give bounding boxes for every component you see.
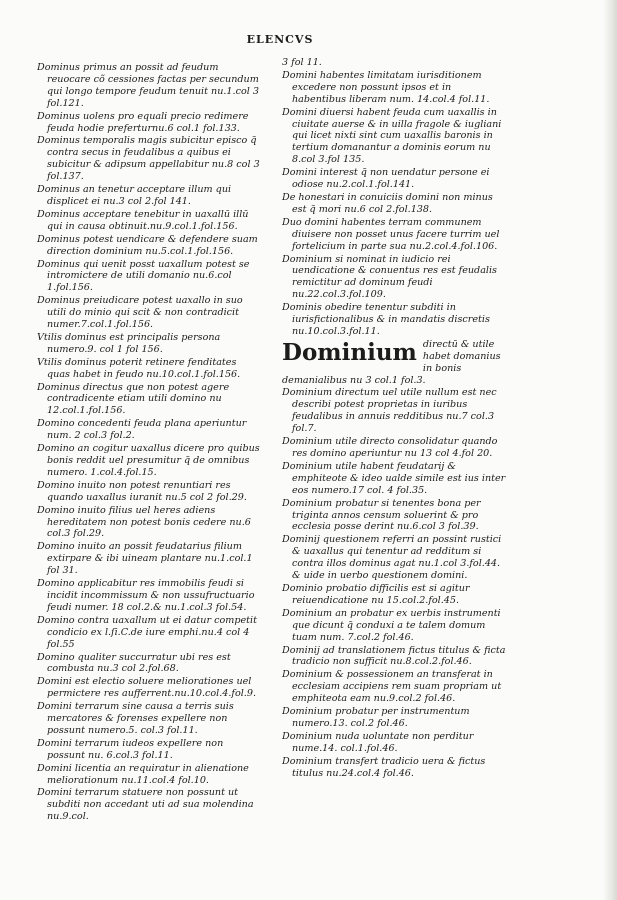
index-entry: Domino applicabitur res immobilis feudi si incidit incommissum & non ussufructuario feudi numer. 18 col.2.& nu.1.col.3 fol.54. bbox=[37, 578, 255, 613]
scan-edge-shadow bbox=[603, 0, 617, 900]
index-entry: Dominium si nominat in iudicio rei uendicatione & conuentus res est feudalis remictitur ad dominum feudi nu.22.col.3.fol.109. bbox=[282, 253, 497, 301]
index-entry: Dominus potest uendicare & defendere suam direction dominium nu.5.col.1.fol.156. bbox=[37, 233, 258, 257]
index-entry: De honestari in conuiciis domini non minus est q̃ mori nu.6 col 2.fol.138. bbox=[282, 191, 493, 215]
index-entry: Vtilis dominus est principalis persona numero.9. col 1 fol 156. bbox=[37, 331, 221, 355]
page-header: ELENCVS bbox=[246, 33, 314, 46]
right-column-bottom-entries bbox=[282, 387, 507, 779]
index-entry: Vtilis dominus poterit retinere fenditates quas habet in feudo nu.10.col.1.fol.156. bbox=[37, 356, 241, 380]
index-entry: Dominus an tenetur acceptare illum qui displicet ei nu.3 col 2.fol 141. bbox=[37, 184, 232, 207]
index-entry: Dominium directum uel utile nullum est nec describi potest proprietas in iuribus feudalibus in annuis redditibus nu.7 col.3 fol.7. bbox=[282, 387, 497, 435]
index-entry: Dominus primus an possit ad feudum reuocare cõ cessiones factas per secundum qui longo tempore feudum tenuit nu.1.col 3 fol.121. bbox=[37, 62, 259, 109]
index-entry: Domini habentes limitatam iurisditionem excedere non possunt ipsos et in habentibus liberam num. 14.col.4 fol.11. bbox=[282, 69, 490, 105]
index-entry: Dominium & possessionem an transferat in ecclesiam accipiens rem suam propriam ut emphiteota eam nu.9.col.2 fol.46. bbox=[282, 669, 502, 705]
index-entry: Dominus acceptare tenebitur in uaxallū illū qui in causa obtinuit.nu.9.col.1.fol.156. bbox=[37, 208, 249, 232]
dominium-heading-text: directū & utile habet domanius in bonis demanialibus nu 3 col.1 fol.3. bbox=[282, 338, 501, 386]
index-entry: Dominus directus que non potest agere contradicente etiam utili domino nu 12.col.1.fol.156. bbox=[37, 381, 230, 417]
index-entry: Dominio probatio difficilis est si agitur reiuendicatione nu 15.col.2.fol.45. bbox=[282, 582, 470, 606]
index-entry: Domino concedenti feuda plana aperiuntur num. 2 col.3 fol.2. bbox=[37, 418, 247, 442]
index-entry: Domini diuersi habent feuda cum uaxallis in ciuitate auerse & in uilla fragole & iugliani qui licet nixti sint cum uaxallis baronis in tertium domanantur a dominis eorum nu 8.col 3.fol 135. bbox=[282, 106, 502, 166]
dominium-heading-entry bbox=[282, 339, 507, 387]
right-column-top-entries bbox=[282, 57, 507, 338]
index-entry: Domini est electio soluere meliorationes uel permictere res aufferrent.nu.10.col.4.fol.9. bbox=[37, 676, 257, 700]
index-entry: Dominium transfert tradicio uera & fictus titulus nu.24.col.4 fol.46. bbox=[282, 755, 486, 779]
index-entry: 3 fol 11. bbox=[282, 57, 322, 68]
index-entry: Dominus preiudicare potest uaxallo in suo utili do minio qui scit & non contradicit numer.7.col.1.fol.156. bbox=[37, 295, 243, 331]
index-entry: Duo domini habentes terram communem diuisere non posset unus facere turrim uel fortelicium in parte sua nu.2.col.4.fol.106. bbox=[282, 216, 500, 252]
right-column bbox=[282, 57, 507, 780]
index-entry: Dominij ad translationem fictus titulus & ficta tradicio non sufficit nu.8.col.2.fol.46. bbox=[282, 644, 506, 668]
left-column bbox=[37, 62, 262, 824]
index-entry: Dominis obedire tenentur subditi in iurisfictionalibus & in mandatis discretis nu.10.col.3.fol.11. bbox=[282, 302, 490, 337]
index-entry: Domino qualiter succurratur ubi res est combusta nu.3 col 2.fol.68. bbox=[37, 651, 231, 675]
index-entry: Domino inuito an possit feudatarius filium extirpare & ibi uineam plantare nu.1.col.1 fol 31. bbox=[37, 541, 253, 577]
index-entry: Domino contra uaxallum ut ei datur competit condicio ex l.ſi.C.de iure emphi.nu.4 col 4 fol.55 bbox=[37, 614, 257, 650]
index-entry: Dominium probatur si tenentes bona per triginta annos censum soluerint & pro ecclesia posse derint nu.6.col 3 fol.39. bbox=[282, 497, 481, 533]
index-entry: Domino an cogitur uaxallus dicere pro quibus bonis reddit uel presumitur q̃ de omnibus numero. 1.col.4.fol.15. bbox=[37, 443, 260, 478]
index-entry: Domino inuito filius uel heres adiens hereditatem non potest bonis cedere nu.6 col.3 fol.29. bbox=[37, 504, 251, 540]
index-entry: Domini terrarum sine causa a terris suis mercatores & forenses expellere non possunt numero.5. col.3 fol.11. bbox=[37, 701, 234, 736]
index-entry: Domini terrarum statuere non possunt ut subditi non accedant uti ad sua molendina nu.9.col. bbox=[37, 787, 254, 823]
index-entry: Dominus temporalis magis subicitur episco q̃ contra secus in feudalibus a quibus ei subicitur & adipsum appellabitur nu.8 col 3 fol.137. bbox=[37, 135, 260, 183]
index-entry: Domini terrarum iudeos expellere non possunt nu. 6.col.3 fol.11. bbox=[37, 737, 224, 761]
index-entry: Domini interest q̃ non uendatur persone ei odiose nu.2.col.1.fol.141. bbox=[282, 167, 490, 191]
index-entry: Dominium an probatur ex uerbis instrumenti que dicunt q̃ conduxi a te talem domum tuam num. 7.col.2 fol.46. bbox=[282, 607, 501, 643]
index-entry: Dominus uolens pro equali precio redimere feuda hodie preferturnu.6 col.1 fol.133. bbox=[37, 110, 249, 134]
index-entry: Dominium nuda uoluntate non perditur nume.14. col.1.fol.46. bbox=[282, 730, 474, 754]
index-entry: Dominium utile habent feudatarij & emphiteote & ideo ualde simile est ius inter eos numero.17 col. 4 fol.35. bbox=[282, 460, 506, 496]
index-entry: Dominium utile directo consolidatur quando res domino aperiuntur nu 13 col 4.fol 20. bbox=[282, 436, 498, 459]
dominium-heading-word: Dominium bbox=[282, 338, 417, 366]
index-entry: Dominij questionem referri an possint rustici & uaxallus qui tenentur ad redditum si contra illos dominus agat nu.1.col 3.fol.44. & uide in uerbo questionem domini. bbox=[282, 534, 502, 582]
index-entry: Dominium probatur per instrumentum numero.13. col.2 fol.46. bbox=[282, 706, 470, 729]
index-entry: Domino inuito non potest renuntiari res quando uaxallus iuranit nu.5 col 2 fol.29. bbox=[37, 479, 247, 503]
index-entry: Domini licentia an requiratur in alienatione meliorationum nu.11.col.4 fol.10. bbox=[37, 762, 249, 786]
index-entry: Dominus qui uenit posst uaxallum potest se intromictere de utili domanio nu.6.col 1.fol.156. bbox=[37, 258, 250, 294]
